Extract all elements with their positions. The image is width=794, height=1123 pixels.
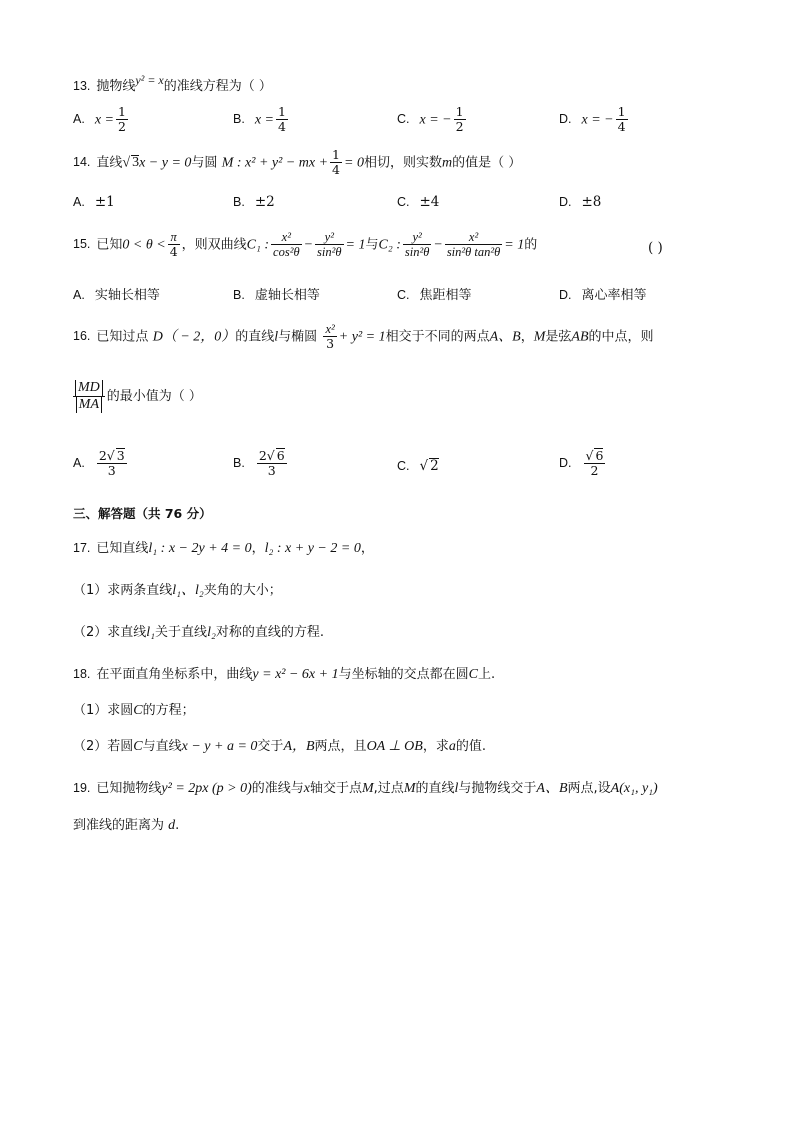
q17-part1: （1）求两条直线l₁、l₂夹角的大小； — [73, 583, 282, 598]
q14-option-c[interactable]: C. ±4 — [397, 194, 440, 210]
q15-answer-paren: ( ) — [648, 240, 663, 256]
q16-stem: 16. 已知过点 D（ − 2，0）的直线l与椭圆 $\frac{\text{x²}}{3}$ + y² = 1相交于不同的两点A、B，M是弦AB的中点，则 — [73, 322, 654, 352]
q13-option-c[interactable]: C. x = − $\frac{1}{2}$ — [397, 104, 464, 135]
q15-option-c[interactable]: C. 焦距相等 — [397, 288, 472, 303]
q13-expr: y² = x — [135, 73, 164, 87]
q16-option-a[interactable]: A. $\frac{2√ 3}{3}$ — [73, 448, 125, 479]
q13-stem: 13. 抛物线y² = x的准线方程为（ ） — [73, 73, 272, 94]
q18-part2: （2）若圆C与直线x − y + a = 0交于A，B两点，且OA ⊥ OB，求a的值. — [73, 739, 486, 754]
q18-part1: （1）求圆C的方程； — [73, 703, 195, 718]
q19-stem: 19. 已知抛物线y² = 2px (p > 0)的准线与x轴交于点M,过点M的直线l与抛物线交于A、B两点,设A(x₁, y₁) — [73, 781, 658, 796]
q13-option-d[interactable]: D. x = − $\frac{1}{4}$ — [559, 104, 626, 135]
q14-option-d[interactable]: D. ±8 — [559, 194, 602, 210]
q19-stem-line2: 到准线的距离为 d. — [73, 818, 180, 833]
q15-number: 15. — [73, 237, 91, 252]
q15-stem: 15. 已知0 < θ < $\frac{\pi}{4}$ ，则双曲线C₁ : $\frac{\text{x²}}{\text{cos²θ}}$ − $\frac{\text{y²}}{\text{sin²θ}}$ = 1与C₂ : $\frac{\text{y²}}{\text{sin²θ}}$ − $\frac{\text{x²}}{\text{sin²θ tan²θ}}$ = 1的 — [73, 230, 538, 260]
q16-stem-line2: $\frac{MD}{MA}$ 的最小值为（ ） — [73, 380, 202, 413]
q13-options — [73, 105, 733, 145]
q16-number: 16. — [73, 329, 91, 344]
q16-option-b[interactable]: B. $\frac{2√ 6}{3}$ — [233, 448, 285, 479]
q17-stem: 17. 已知直线l₁ : x − 2y + 4 = 0，l₂ : x + y − 2 = 0， — [73, 541, 374, 556]
q19-number: 19. — [73, 781, 91, 795]
section-title: 三、解答题（共 76 分） — [73, 506, 212, 521]
q14-options — [73, 194, 733, 234]
q17-part2: （2）求直线l₁关于直线l₂对称的直线的方程. — [73, 625, 324, 640]
q18-number: 18. — [73, 667, 91, 681]
q16-option-d[interactable]: D. $\frac{√ 6}{2}$ — [559, 448, 604, 479]
q14-option-a[interactable]: A. ±1 — [73, 194, 115, 210]
q14-option-b[interactable]: B. ±2 — [233, 194, 275, 210]
q13-option-b[interactable]: B. x = $\frac{1}{4}$ — [233, 104, 286, 135]
q15-option-a[interactable]: A. 实轴长相等 — [73, 288, 160, 303]
q14-stem: 14. 直线√ 3x − y = 0与圆 M : x² + y² − mx + $\frac{1}{4}$ = 0相切，则实数m的值是（ ） — [73, 147, 522, 178]
q16-option-c[interactable]: C. √ 2 — [397, 458, 439, 474]
q13-option-a[interactable]: A. x = $\frac{1}{2}$ — [73, 104, 126, 135]
q15-option-b[interactable]: B. 虚轴长相等 — [233, 288, 320, 303]
q14-number: 14. — [73, 155, 91, 170]
q17-number: 17. — [73, 541, 91, 555]
q18-stem: 18. 在平面直角坐标系中，曲线y = x² − 6x + 1与坐标轴的交点都在圆C上. — [73, 667, 496, 682]
q13-number: 13. — [73, 79, 91, 93]
q16-options — [73, 448, 733, 488]
q15-option-d[interactable]: D. 离心率相等 — [559, 288, 647, 303]
